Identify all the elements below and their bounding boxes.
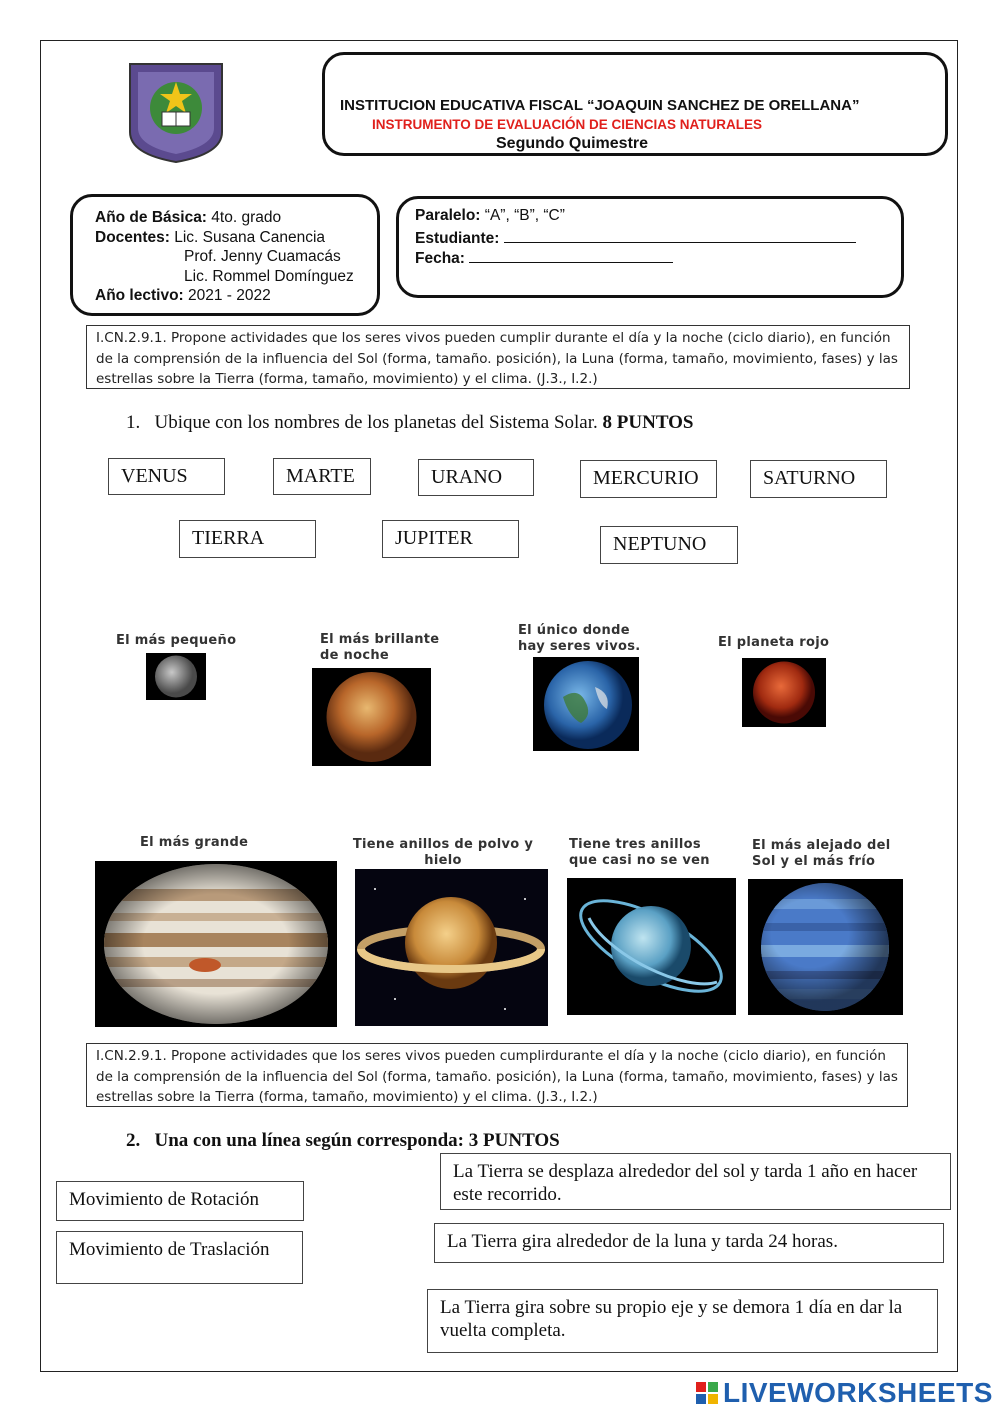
question-1: 1. Ubique con los nombres de los planetas del Sistema Solar. 8 PUNTOS	[126, 412, 694, 433]
caption-brightest: El más brillante de noche	[320, 632, 440, 663]
student-input[interactable]	[504, 228, 856, 243]
mercury-image	[146, 653, 206, 700]
student-line: Estudiante:	[415, 228, 856, 248]
caption-red: El planeta rojo	[718, 635, 830, 650]
school-title: INSTITUCION EDUCATIVA FISCAL “JOAQUIN SANCHEZ DE ORELLANA”	[340, 97, 860, 114]
neptune-image	[748, 879, 903, 1015]
teachers-line: Docentes: Lic. Susana Canencia	[95, 229, 326, 246]
grade-line: Año de Básica: 4to. grado	[95, 209, 282, 226]
earth-image	[533, 657, 639, 751]
caption-life: El único donde hay seres vivos.	[518, 623, 641, 654]
word-urano[interactable]: URANO	[418, 459, 534, 496]
word-mercurio[interactable]: MERCURIO	[580, 460, 717, 498]
match-right-1[interactable]: La Tierra se desplaza alrededor del sol y tarda 1 año en hacer este recorrido.	[440, 1153, 951, 1210]
brand-icon	[696, 1382, 718, 1404]
liveworksheets-logo[interactable]	[696, 1377, 993, 1409]
date-line: Fecha:	[415, 248, 673, 268]
word-tierra[interactable]: TIERRA	[179, 520, 316, 558]
caption-farthest: El más alejado del Sol y el más frío	[752, 838, 891, 869]
standard-box-2: I.CN.2.9.1. Propone actividades que los seres vivos pueden cumplirdurante el día y la noche (ciclo diario), en función de la comprensión de la influencia del Sol (forma, tamaño. posición), la Luna (forma, tamaño, movimiento, fases) y las estrellas sobre la Tierra (forma, tamaño, movimiento) y el clima. (J.3., I.2.)	[86, 1043, 908, 1107]
word-marte[interactable]: MARTE	[273, 458, 371, 495]
teacher-3: Lic. Rommel Domínguez	[184, 268, 354, 285]
school-logo	[128, 62, 224, 164]
standard-box-1: I.CN.2.9.1. Propone actividades que los seres vivos pueden cumplir durante el día y la noche (ciclo diario), en función de la comprensión de la influencia del Sol (forma, tamaño. posición), la Luna (forma, tamaño, movimiento, fases) y las estrellas sobre la Tierra (forma, tamaño, movimiento) y el clima. (J.3., I.2.)	[86, 325, 910, 389]
caption-largest: El más grande	[140, 835, 249, 850]
question-2: 2. Una con una línea según corresponda: 3 PUNTOS	[126, 1130, 560, 1151]
word-venus[interactable]: VENUS	[108, 458, 225, 495]
year-line: Año lectivo: 2021 - 2022	[95, 287, 271, 304]
uranus-image	[567, 878, 736, 1015]
match-right-3[interactable]: La Tierra gira sobre su propio eje y se demora 1 día en dar la vuelta completa.	[427, 1289, 938, 1353]
caption-rings: Tiene anillos de polvo y hielo	[352, 837, 534, 868]
saturn-image	[355, 869, 548, 1026]
date-input[interactable]	[469, 248, 673, 263]
brand-text: LIVEWORKSHEETS	[723, 1377, 993, 1408]
match-right-2[interactable]: La Tierra gira alrededor de la luna y tarda 24 horas.	[434, 1223, 944, 1263]
venus-image	[312, 668, 431, 766]
instrument-title: INSTRUMENTO DE EVALUACIÓN DE CIENCIAS NATURALES	[372, 117, 763, 132]
term-title: Segundo Quimestre	[496, 135, 649, 152]
mars-image	[742, 658, 826, 727]
caption-smallest: El más pequeño	[116, 633, 237, 648]
parallel-line: Paralelo: “A”, “B”, “C”	[415, 207, 565, 224]
word-jupiter[interactable]: JUPITER	[382, 520, 519, 558]
caption-three-rings: Tiene tres anillos que casi no se ven	[569, 837, 710, 868]
word-neptuno[interactable]: NEPTUNO	[600, 526, 738, 564]
match-left-translation[interactable]: Movimiento de Traslación	[56, 1231, 303, 1284]
match-left-rotation[interactable]: Movimiento de Rotación	[56, 1181, 304, 1221]
teacher-2: Prof. Jenny Cuamacás	[184, 248, 341, 265]
jupiter-image	[95, 861, 337, 1027]
word-saturno[interactable]: SATURNO	[750, 460, 887, 498]
